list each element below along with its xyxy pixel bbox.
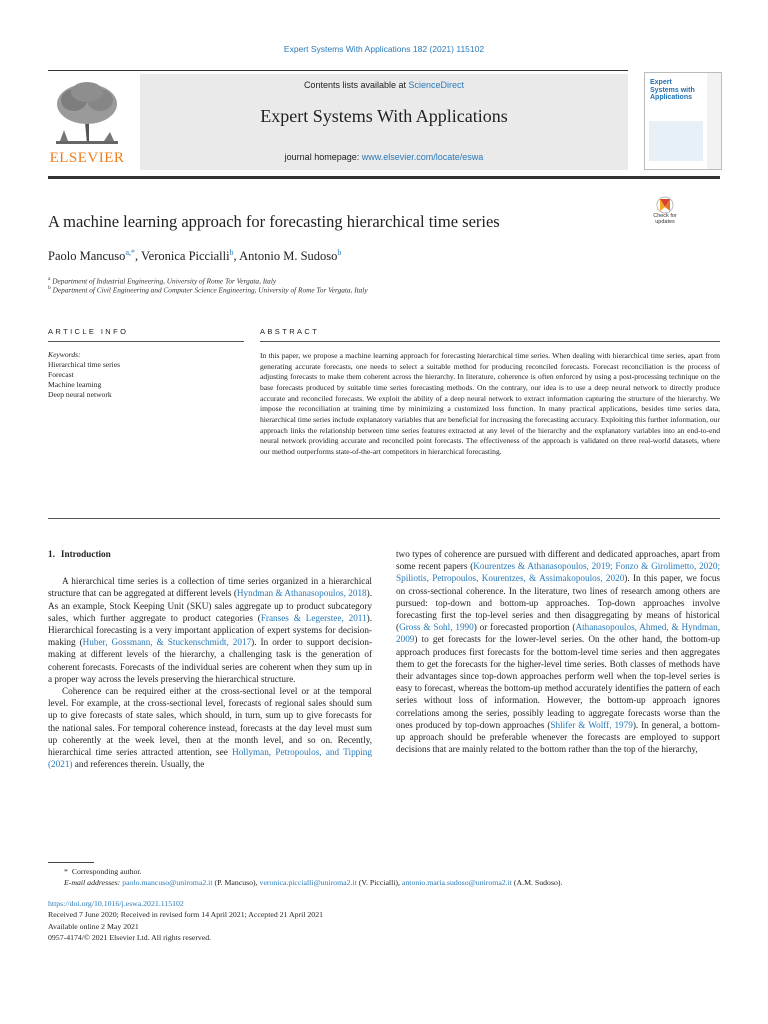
- citation-link[interactable]: Hollyman, Petropoulos, and Tipping (2021): [48, 747, 372, 770]
- citation-link[interactable]: Huber, Gossmann, & Stuckenschmidt, 2017: [82, 637, 252, 648]
- email-link[interactable]: veronica.piccialli@uniroma2.it: [259, 878, 357, 887]
- keywords-label: Keywords:: [48, 350, 81, 359]
- keyword-item: Machine learning: [48, 380, 102, 389]
- copyright-line: 0957-4174/© 2021 Elsevier Ltd. All rights reserved.: [48, 933, 212, 943]
- footnote-rule: [48, 862, 94, 863]
- cover-title: Expert Systems with Applications: [650, 79, 695, 101]
- author-marks[interactable]: b: [229, 248, 234, 257]
- check-for-updates-label: Check for updates: [653, 213, 677, 225]
- citation-link[interactable]: Franses & Legerstee, 2011: [260, 612, 367, 623]
- footnotes: [48, 866, 728, 888]
- body-column-right: [396, 548, 720, 755]
- abstract-rule: [260, 341, 720, 342]
- abstract-heading: ABSTRACT: [260, 327, 320, 336]
- citation-link[interactable]: Gross & Sohl, 1990: [399, 622, 474, 633]
- affiliation: $^a$ Department of Industrial Engineering, University of Rome Tor Vergata, Italy: [48, 276, 277, 286]
- corresponding-author-note: * Corresponding author.: [64, 867, 142, 876]
- affiliation: $^b$ Department of Civil Engineering and Computer Science Engineering, University of Rome Tor Vergata, Italy: [48, 285, 368, 295]
- journal-homepage-line: journal homepage: www.elsevier.com/locate/eswa: [284, 152, 484, 162]
- contents-line: Contents lists available at ScienceDirect: [303, 80, 465, 90]
- citation-link[interactable]: Athanasopoulos, Ahmed, & Hyndman, 2009: [396, 622, 721, 645]
- header-bottom-rule: [48, 176, 720, 179]
- keyword-item: Deep neural network: [48, 390, 112, 399]
- journal-title: Expert Systems With Applications: [260, 106, 508, 126]
- citation-link[interactable]: Shlifer & Wolff, 1979: [550, 719, 633, 730]
- abstract-bottom-rule: [48, 518, 720, 519]
- article-metadata: [48, 898, 728, 944]
- article-info-rule: [48, 341, 244, 342]
- cover-side-strip: [707, 73, 721, 169]
- paragraph: A hierarchical time series is a collection of time series organized in a hierarchical structure that can be aggregated at different levels (Hyndman & Athanasopoulos, 2018). As an example, Stock Keeping Unit (SKU) sales aggregate up to product subcategory sales, which further aggregate to product categories (Franses & Legerstee, 2011). Hierarchical forecasting is a very important application of expert systems for decision-making (Huber, Gossmann, & Stuckenschmidt, 2017). In order to support decision-making at different levels of the hierarchy, a challenging task is the generation of coherent forecasts. Forecasts of the individual series are coherent when they sum up in a proper way across the levels preserving the hierarchical structure.: [48, 576, 372, 684]
- paragraph: Coherence can be required either at the cross-sectional level or at the temporal level. For example, at the cross-sectional level, forecasts of regional sales should sum up to give forecasts of state sales, which should, in turn, sum up to give forecasts for the national sales. For temporal coherence instead, forecasts at the day level must sum up coherently at the week level, then at the month level, and so on. Recently, hierarchical time series attracted attention, see Hollyman, Petropoulos, and Tipping (2021) and references therein. Usually, the: [48, 686, 372, 770]
- online-date: Available online 2 May 2021: [48, 921, 139, 931]
- journal-citation-link[interactable]: Expert Systems With Applications 182 (2021) 115102: [283, 44, 485, 54]
- author-marks[interactable]: a,*: [125, 248, 135, 257]
- sciencedirect-link[interactable]: ScienceDirect: [408, 80, 465, 90]
- article-info-heading: ARTICLE INFO: [48, 327, 129, 336]
- author-name: Veronica Piccialli: [141, 249, 230, 264]
- section-heading: 1. Introduction: [48, 549, 111, 559]
- journal-cover-thumbnail[interactable]: [644, 72, 722, 170]
- received-dates: Received 7 June 2020; Received in revised form 14 April 2021; Accepted 21 April 2021: [48, 910, 323, 920]
- author-name: Antonio M. Sudoso: [239, 249, 338, 264]
- paragraph: two types of coherence are pursued with different and dedicated approaches, apart from some recent papers (Kourentzes & Athanasopoulos, 2019; Fonzo & Girolimetto, 2020; Spiliotis, Petropoulos, Kourentzes, & Assimakopoulos, 2020). In this paper, we focus on cross-sectional coherence. In the literature, two lines of research among others are pursued: top-down and bottom-up approaches. Top-down approaches involve forecasting first the top-level series and then disaggregating by means of historical (Gross & Sohl, 1990) or forecasted proportion (Athanasopoulos, Ahmed, & Hyndman, 2009) to get forecasts for the lower-level series. On the other hand, the bottom-up approach produces first forecasts for the bottom-level time series and then aggregates them to get the forecasts for the higher-level time series. Both classes of methods have their advantages since top-down approaches perform well when the top-level series is easy to forecast, whereas the bottom-up method accurately identifies the pattern of each series without loss of information. However, the bottom-up approach ignores correlations among the series, possibly leading to aggregate forecasts worse than the ones produced by top-down approaches (Shlifer & Wolff, 1979). In general, a bottom-up approach should be preferable whenever the forecasts are employed to support decisions that are mainly related to the bottom rather than the top of the hierarchy,: [396, 549, 721, 755]
- email-addresses: E-mail addresses: paolo.mancuso@uniroma2.it (P. Mancuso), veronica.piccialli@uniroma2.it (V. Piccialli), antonio.maria.sudoso@uniroma2.it (A.M. Sudoso).: [64, 878, 563, 887]
- keyword-item: Forecast: [48, 370, 74, 379]
- citation-link[interactable]: Kourentzes & Athanasopoulos, 2019; Fonzo & Girolimetto, 2020; Spiliotis, Petropoulos, Kourentzes, & Assimakopoulos, 2020: [396, 561, 720, 584]
- email-link[interactable]: antonio.maria.sudoso@uniroma2.it: [401, 878, 512, 887]
- cover-band: [649, 121, 703, 161]
- header-top-rule: [48, 70, 628, 71]
- keyword-item: Hierarchical time series: [48, 360, 121, 369]
- article-title: A machine learning approach for forecasting hierarchical time series: [48, 212, 500, 231]
- author-marks[interactable]: b: [337, 248, 342, 257]
- citation-link[interactable]: Hyndman & Athanasopoulos, 2018: [236, 588, 367, 599]
- author-list: Paolo Mancuso$^{a,*}$, Veronica Piccialli$^b$, Antonio M. Sudoso$^b$: [48, 248, 342, 264]
- keywords-block: [48, 350, 244, 400]
- abstract-text: In this paper, we propose a machine learning approach for forecasting hierarchical time series. When dealing with hierarchical time series, apart from generating accurate forecasts, one needs to select a suitable method for producing reconciled forecasts. Forecast reconciliation is the process of adjusting forecasts to make them coherent across the hierarchy. In literature, coherence is often enforced by using a post-processing technique on the base forecasts produced by suitable time series forecasting methods. On the contrary, our idea is to use a deep neural network to directly produce accurate and reconciled forecasts. We exploit the ability of a deep neural network to extract information capturing the structure of the hierarchy. We impose the reconciliation at training time by minimizing a customized loss function. In many practical applications, besides time series data, hierarchical time series include explanatory variables that are beneficial for increasing the forecasting accuracy. Exploiting this further information, our approach links the relationship between time series features extracted at any level of the hierarchy and the explanatory variables into an end-to-end neural network providing accurate and reconciled point forecasts. The effectiveness of the approach is validated on three real-world datasets, where our method outperforms state-of-the-art competitors in hierarchical forecasting.: [260, 351, 721, 456]
- email-link[interactable]: paolo.mancuso@uniroma2.it: [122, 878, 213, 887]
- doi-link[interactable]: https://doi.org/10.1016/j.eswa.2021.115102: [48, 899, 184, 908]
- author-name: Paolo Mancuso: [48, 249, 126, 264]
- body-column-left: [48, 548, 372, 770]
- publisher-name: ELSEVIER: [49, 150, 125, 166]
- journal-homepage-link[interactable]: www.elsevier.com/locate/eswa: [361, 152, 484, 162]
